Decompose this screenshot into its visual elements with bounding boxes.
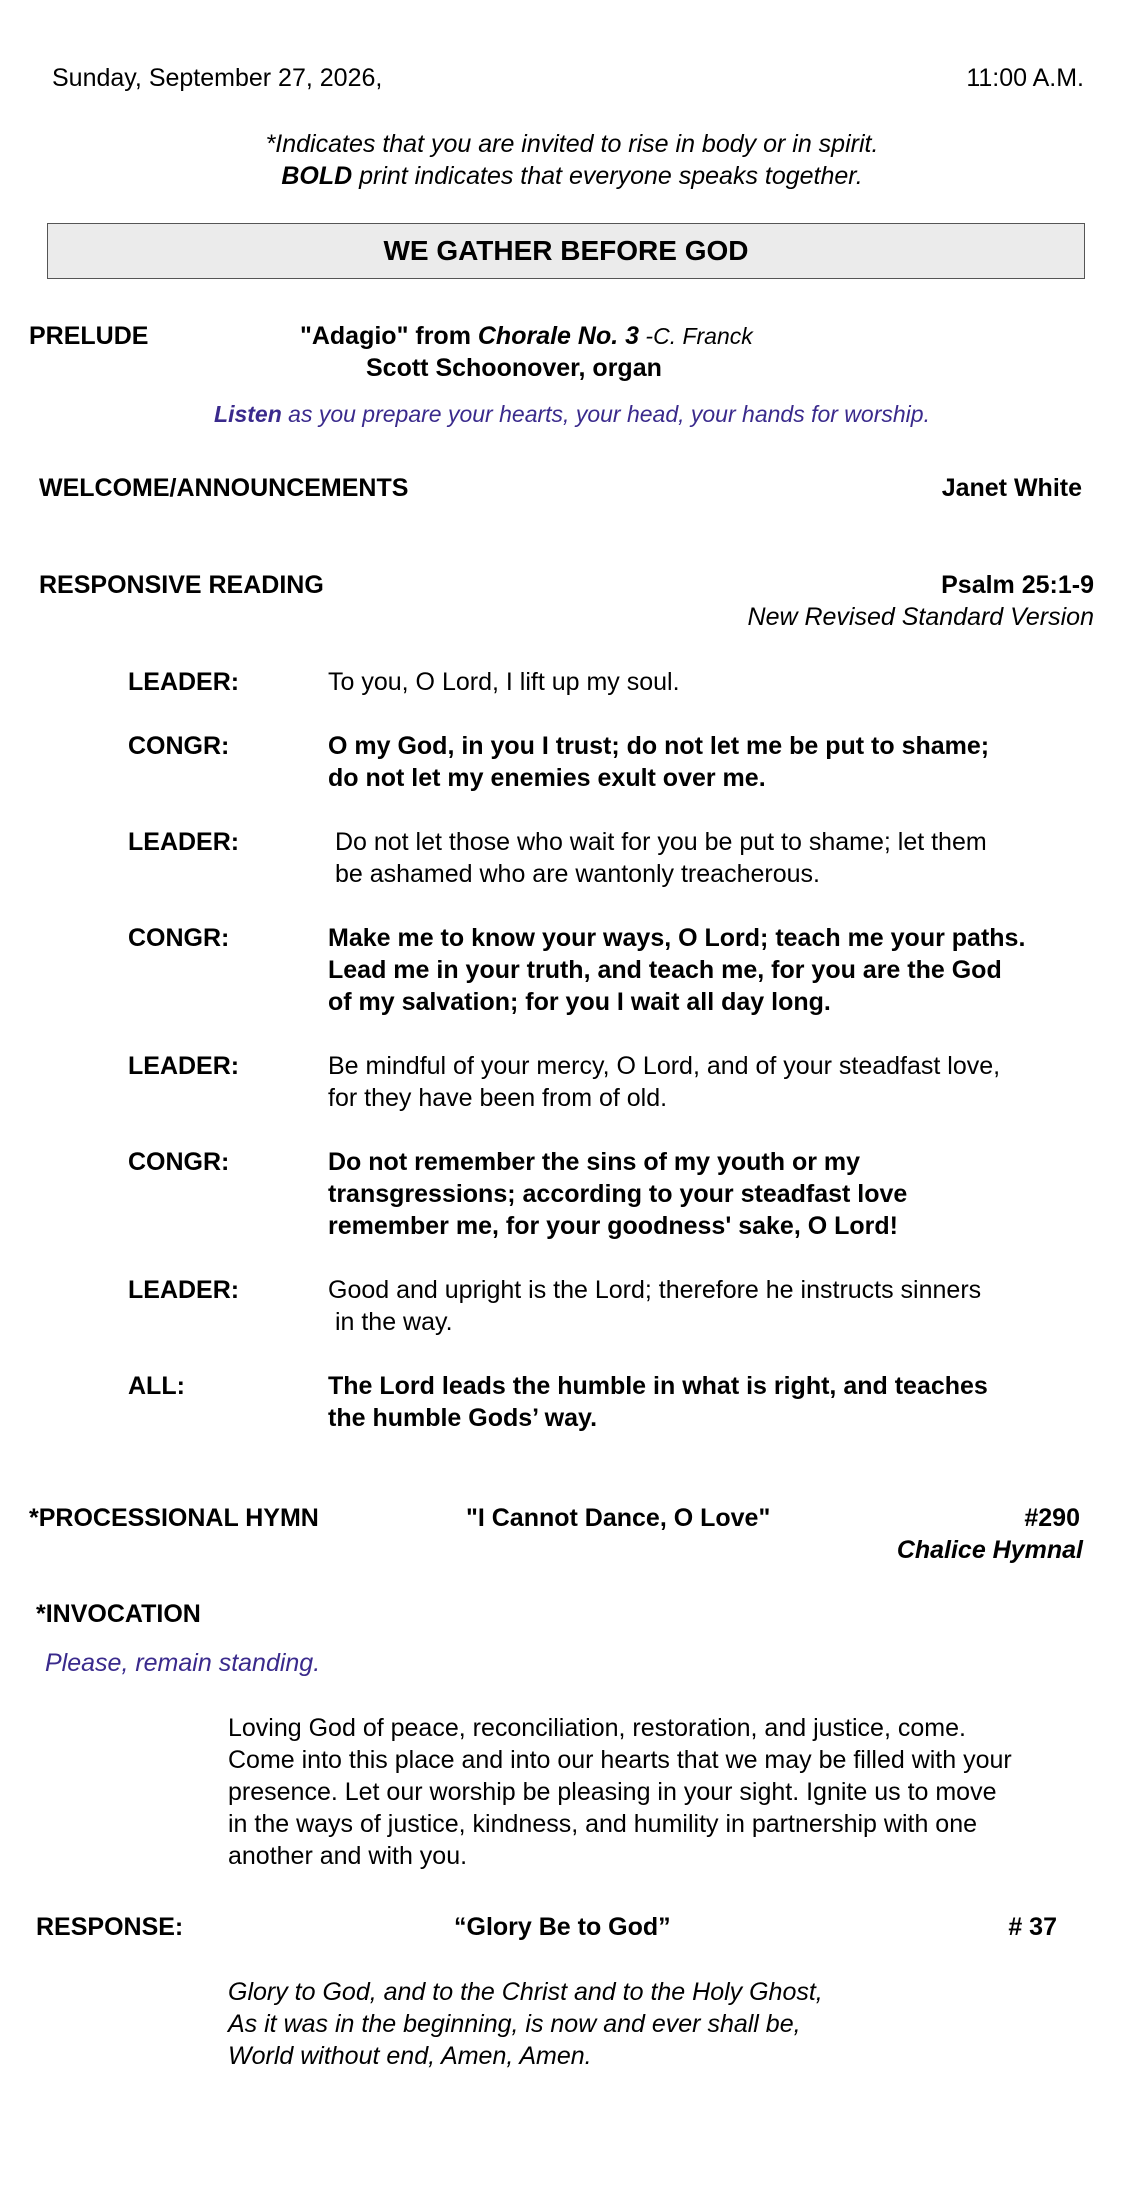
reading-line: Good and upright is the Lord; therefore he instructs sinners xyxy=(328,1276,982,1304)
response-line: World without end, Amen, Amen. xyxy=(228,2042,592,2070)
response-number: # 37 xyxy=(1008,1913,1057,1941)
reading-reference: Psalm 25:1-9 xyxy=(941,571,1094,599)
reading-role: CONGR: xyxy=(128,732,230,760)
prelude-title-quote: "Adagio" from xyxy=(300,322,478,350)
listen-word: Listen xyxy=(214,401,282,427)
reading-line: Be mindful of your mercy, O Lord, and of your steadfast love, xyxy=(328,1052,1001,1080)
reading-line: in the way. xyxy=(328,1308,453,1336)
response-label: RESPONSE: xyxy=(36,1913,184,1941)
service-time: 11:00 A.M. xyxy=(966,64,1084,92)
response-line: As it was in the beginning, is now and ever shall be, xyxy=(228,2010,801,2038)
reading-role: ALL: xyxy=(128,1372,185,1400)
reading-version: New Revised Standard Version xyxy=(747,603,1094,631)
processional-number: #290 xyxy=(1024,1504,1080,1532)
invocation-line: Come into this place and into our hearts that we may be filled with your xyxy=(228,1746,1012,1774)
reading-line: transgressions; according to your steadfast love xyxy=(328,1180,908,1208)
listen-text: as you prepare your hearts, your head, your hands for worship. xyxy=(281,401,930,427)
responsive-reading-label: RESPONSIVE READING xyxy=(39,571,324,599)
prelude-work: Chorale No. 3 xyxy=(477,322,640,350)
reading-line: Do not remember the sins of my youth or my xyxy=(328,1148,861,1176)
invocation-line: another and with you. xyxy=(228,1842,468,1870)
reading-role: LEADER: xyxy=(128,1276,240,1304)
welcome-label: WELCOME/ANNOUNCEMENTS xyxy=(39,474,409,502)
prelude-label: PRELUDE xyxy=(29,322,149,350)
reading-line: To you, O Lord, I lift up my soul. xyxy=(328,668,680,696)
reading-line: Lead me in your truth, and teach me, for you are the God xyxy=(328,956,1002,984)
response-title: “Glory Be to God” xyxy=(454,1913,671,1941)
processional-title: "I Cannot Dance, O Love" xyxy=(466,1504,771,1532)
reading-line: The Lord leads the humble in what is right, and teaches xyxy=(328,1372,988,1400)
reading-line: Do not let those who wait for you be put to shame; let them xyxy=(328,828,987,856)
service-date: Sunday, September 27, 2026, xyxy=(52,64,383,92)
bold-note-text: print indicates that everyone speaks together. xyxy=(352,162,863,190)
reading-line: O my God, in you I trust; do not let me be put to shame; xyxy=(328,732,990,760)
rise-note: *Indicates that you are invited to rise in body or in spirit. xyxy=(265,130,879,158)
bold-note xyxy=(0,160,1144,192)
processional-label: *PROCESSIONAL HYMN xyxy=(29,1504,319,1532)
reading-role: LEADER: xyxy=(128,1052,240,1080)
invocation-line: in the ways of justice, kindness, and humility in partnership with one xyxy=(228,1810,977,1838)
reading-line: remember me, for your goodness' sake, O Lord! xyxy=(328,1212,898,1240)
reading-line: Make me to know your ways, O Lord; teach me your paths. xyxy=(328,924,1026,952)
reading-role: LEADER: xyxy=(128,668,240,696)
reading-role: LEADER: xyxy=(128,828,240,856)
prelude-composer: -C. Franck xyxy=(639,323,753,349)
invocation-instruction: Please, remain standing. xyxy=(45,1649,321,1677)
reading-line: the humble Gods’ way. xyxy=(328,1404,598,1432)
response-line: Glory to God, and to the Christ and to the Holy Ghost, xyxy=(228,1978,823,2006)
reading-role: CONGR: xyxy=(128,1148,230,1176)
prelude-title xyxy=(300,320,753,352)
invocation-line: Loving God of peace, reconciliation, restoration, and justice, come. xyxy=(228,1714,966,1742)
invocation-label: *INVOCATION xyxy=(36,1600,201,1628)
reading-line: be ashamed who are wantonly treacherous. xyxy=(328,860,820,888)
reading-line: of my salvation; for you I wait all day long. xyxy=(328,988,831,1016)
section-banner: WE GATHER BEFORE GOD xyxy=(47,223,1085,279)
prelude-listen-note xyxy=(0,398,1144,430)
invocation-line: presence. Let our worship be pleasing in your sight. Ignite us to move xyxy=(228,1778,997,1806)
reading-line: do not let my enemies exult over me. xyxy=(328,764,766,792)
prelude-performer: Scott Schoonover, organ xyxy=(366,354,662,382)
bold-note-emphasis: BOLD xyxy=(281,162,353,190)
processional-hymnal: Chalice Hymnal xyxy=(896,1536,1083,1564)
welcome-leader: Janet White xyxy=(941,474,1082,502)
reading-role: CONGR: xyxy=(128,924,230,952)
reading-line: for they have been from of old. xyxy=(328,1084,668,1112)
